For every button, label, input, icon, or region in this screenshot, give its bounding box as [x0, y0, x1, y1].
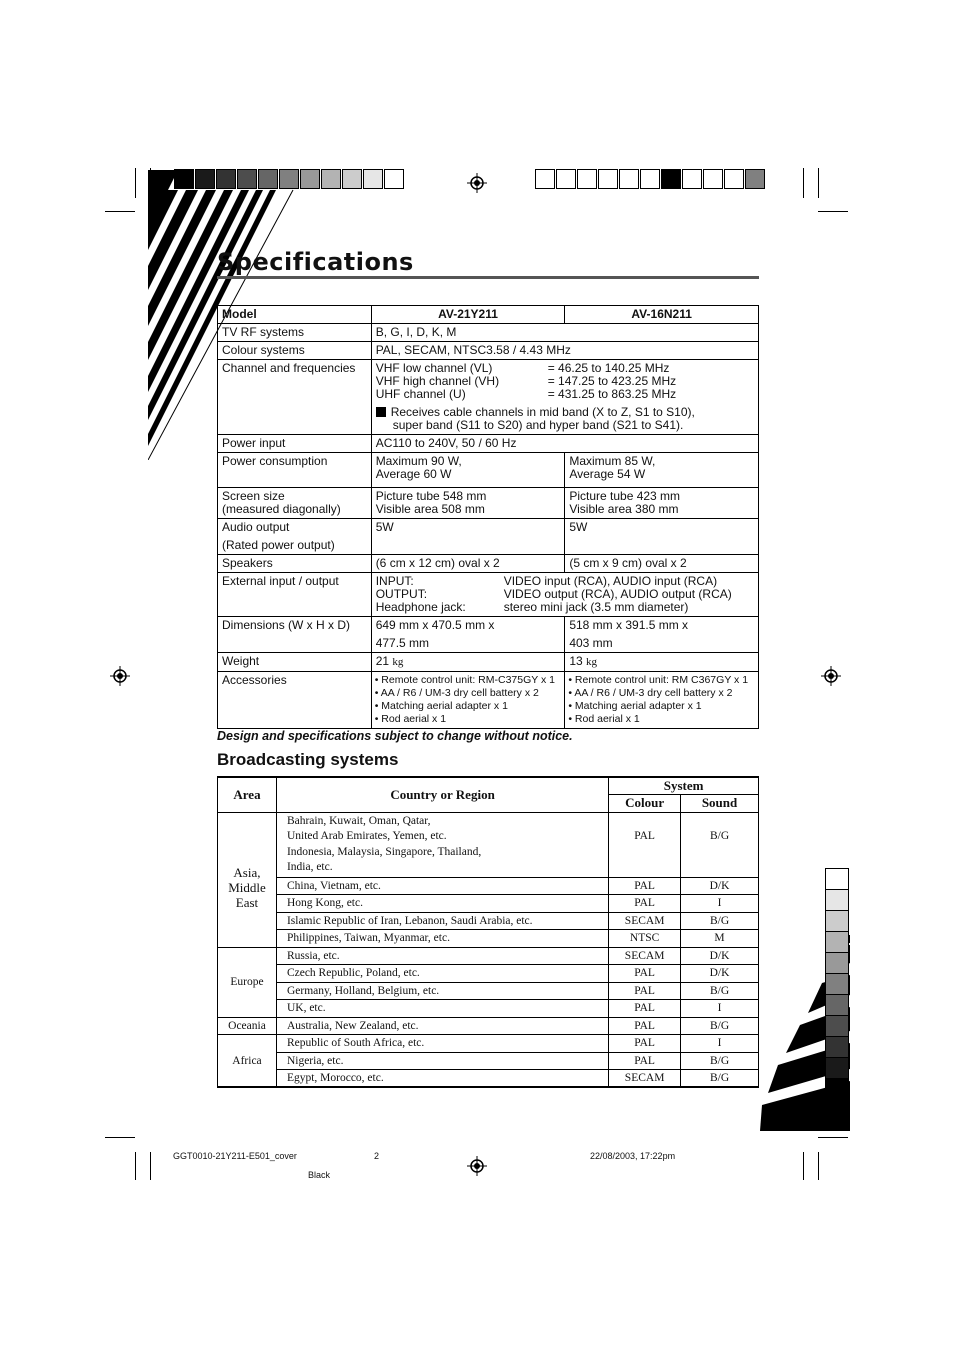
color-swatch — [598, 169, 618, 189]
row-value: B, G, I, D, K, M — [371, 324, 758, 342]
table-row — [218, 488, 759, 519]
colour-cell: SECAM — [609, 1070, 681, 1088]
color-swatch — [556, 169, 576, 189]
colour-cell: PAL — [609, 982, 681, 1000]
registration-mark-icon — [110, 666, 130, 686]
colour-cell: NTSC — [609, 930, 681, 948]
list-item: • Remote control unit: RM-C375GY x 1 — [374, 674, 555, 686]
channel-name: VHF high channel (VH) — [375, 374, 500, 388]
colour-cell: PAL — [609, 1017, 681, 1035]
area-header: Area — [218, 777, 277, 812]
footer-date: 22/08/2003, 17:22pm — [590, 1151, 676, 1161]
color-swatch — [703, 169, 723, 189]
list-item: • AA / R6 / UM-3 dry cell battery x 2 — [568, 687, 733, 699]
table-row — [218, 965, 759, 983]
registration-mark-icon — [821, 666, 841, 686]
area-cell: Oceania — [218, 1017, 277, 1035]
list-item: • Matching aerial adapter x 1 — [568, 700, 702, 712]
row-label: Colour systems — [218, 342, 372, 360]
value-line: 403 mm — [569, 636, 613, 650]
row-value — [371, 573, 758, 617]
row-value: 5W — [371, 519, 565, 555]
color-swatch — [745, 169, 765, 189]
sound-cell: B/G — [681, 1052, 759, 1070]
country-cell: Germany, Holland, Belgium, etc. — [276, 982, 608, 1000]
label-line: Screen size — [222, 489, 285, 503]
value-line: Picture tube 423 mm — [569, 489, 681, 503]
color-swatch — [826, 869, 848, 890]
value-line: Visible area 508 mm — [375, 502, 485, 516]
colour-cell: PAL — [609, 965, 681, 983]
table-row — [218, 895, 759, 913]
row-label: Channel and frequencies — [218, 360, 372, 435]
row-label — [218, 519, 372, 555]
value-line: Picture tube 548 mm — [375, 489, 487, 503]
country-cell: Czech Republic, Poland, etc. — [276, 965, 608, 983]
row-value: PAL, SECAM, NTSC3.58 / 4.43 MHz — [371, 342, 758, 360]
color-swatch — [826, 974, 848, 995]
row-value: 5W — [565, 519, 759, 555]
table-row — [218, 1000, 759, 1018]
row-label: External input / output — [218, 573, 372, 617]
color-swatch — [300, 169, 320, 189]
colour-cell: PAL — [609, 812, 681, 877]
value-line: 649 mm x 470.5 mm x — [375, 618, 495, 632]
channel-value: = 431.25 to 863.25 MHz — [547, 387, 677, 401]
row-label: Speakers — [218, 555, 372, 573]
table-row — [218, 306, 759, 324]
table-row — [218, 1052, 759, 1070]
color-swatch — [724, 169, 744, 189]
io-name: INPUT: — [375, 574, 414, 588]
color-swatch — [577, 169, 597, 189]
sound-cell: D/K — [681, 877, 759, 895]
list-item: • Rod aerial x 1 — [374, 713, 447, 725]
color-swatch — [661, 169, 681, 189]
table-row — [218, 930, 759, 948]
sound-header: Sound — [681, 795, 759, 813]
sound-cell: I — [681, 1035, 759, 1053]
table-row — [218, 324, 759, 342]
row-label: Weight — [218, 653, 372, 672]
list-item: • Rod aerial x 1 — [568, 713, 640, 725]
table-row — [218, 342, 759, 360]
color-bar-right — [535, 169, 766, 189]
label-line: Audio output — [222, 520, 290, 534]
value-line: 518 mm x 391.5 mm x — [569, 618, 689, 632]
broadcasting-table — [217, 776, 759, 1088]
cable-note: super band (S11 to S20) and hyper band (S21 to S41). — [392, 418, 684, 432]
table-row — [218, 360, 759, 435]
color-swatch — [363, 169, 383, 189]
list-item: • AA / R6 / UM-3 dry cell battery x 2 — [374, 687, 539, 699]
registration-mark-icon — [467, 1156, 487, 1176]
label-line: (Rated power output) — [222, 538, 335, 552]
sound-cell: B/G — [681, 982, 759, 1000]
sound-cell: D/K — [681, 947, 759, 965]
label-line: (measured diagonally) — [222, 502, 341, 516]
colour-cell: PAL — [609, 895, 681, 913]
color-swatch — [826, 995, 848, 1016]
row-value: (6 cm x 12 cm) oval x 2 — [371, 555, 565, 573]
colour-cell: PAL — [609, 1035, 681, 1053]
row-value: AC110 to 240V, 50 / 60 Hz — [371, 435, 758, 453]
color-swatch — [826, 890, 848, 911]
row-value — [371, 653, 565, 672]
io-name: OUTPUT: — [375, 587, 428, 601]
table-row — [218, 453, 759, 488]
color-swatch — [640, 169, 660, 189]
country-header: Country or Region — [276, 777, 608, 812]
table-row — [218, 573, 759, 617]
cable-note: Receives cable channels in mid band (X to Z, S1 to S10), — [390, 405, 695, 419]
value-line: Average 54 W — [569, 467, 646, 481]
color-swatch — [682, 169, 702, 189]
row-value — [371, 617, 565, 653]
sound-cell: D/K — [681, 965, 759, 983]
square-bullet-icon — [376, 407, 386, 417]
weight-value: 21 — [375, 654, 390, 668]
value-line: Visible area 380 mm — [569, 502, 679, 516]
footer-filename: GGT0010-21Y211-E501_cover — [173, 1151, 297, 1161]
table-row — [218, 617, 759, 653]
row-value — [565, 653, 759, 672]
country-cell: China, Vietnam, etc. — [276, 877, 608, 895]
model-a-header: AV-21Y211 — [371, 306, 565, 324]
colour-cell: PAL — [609, 1000, 681, 1018]
specifications-table — [217, 305, 759, 729]
country-cell: Islamic Republic of Iran, Lebanon, Saudi Arabia, etc. — [276, 912, 608, 930]
color-swatch — [826, 953, 848, 974]
model-b-header: AV-16N211 — [565, 306, 759, 324]
color-swatch — [826, 911, 848, 932]
footer-page: 2 — [374, 1151, 380, 1161]
row-value — [371, 488, 565, 519]
color-swatch — [384, 169, 404, 189]
weight-unit: kg — [392, 656, 404, 668]
row-value — [371, 453, 565, 488]
grayscale-side-tab — [825, 868, 849, 1101]
country-cell: UK, etc. — [276, 1000, 608, 1018]
model-header: Model — [218, 306, 372, 324]
country-cell: Republic of South Africa, etc. — [276, 1035, 608, 1053]
accessories-list — [565, 672, 759, 729]
row-value — [565, 453, 759, 488]
io-value: stereo mini jack (3.5 mm diameter) — [503, 600, 689, 614]
country-cell: Egypt, Morocco, etc. — [276, 1070, 608, 1088]
value-line: Average 60 W — [375, 467, 452, 481]
sound-cell: B/G — [681, 1070, 759, 1088]
table-row — [218, 555, 759, 573]
country-cell: Nigeria, etc. — [276, 1052, 608, 1070]
row-label: Power consumption — [218, 453, 372, 488]
sound-cell: B/G — [681, 1017, 759, 1035]
table-row — [218, 435, 759, 453]
color-swatch — [826, 1058, 848, 1079]
value-line: 477.5 mm — [375, 636, 430, 650]
table-row — [218, 947, 759, 965]
weight-unit: kg — [586, 656, 598, 668]
sound-cell: I — [681, 1000, 759, 1018]
colour-cell: PAL — [609, 1052, 681, 1070]
value-line: Maximum 90 W, — [375, 454, 462, 468]
table-row — [218, 653, 759, 672]
color-swatch — [826, 1079, 848, 1100]
colour-cell: PAL — [609, 877, 681, 895]
title-rule — [217, 276, 759, 279]
table-row — [218, 982, 759, 1000]
table-header-row — [218, 777, 759, 795]
io-name: Headphone jack: — [375, 600, 466, 614]
sound-cell: B/G — [681, 812, 759, 877]
row-label: Power input — [218, 435, 372, 453]
area-cell: Asia, Middle East — [218, 812, 277, 947]
colour-cell: SECAM — [609, 912, 681, 930]
section-title: Broadcasting systems — [217, 750, 399, 769]
color-swatch — [619, 169, 639, 189]
area-cell: Europe — [218, 947, 277, 1017]
list-item: • Matching aerial adapter x 1 — [374, 700, 508, 712]
colour-header: Colour — [609, 795, 681, 813]
color-swatch — [321, 169, 341, 189]
value-line: Maximum 85 W, — [569, 454, 656, 468]
country-cell: Philippines, Taiwan, Myanmar, etc. — [276, 930, 608, 948]
country-cell: Hong Kong, etc. — [276, 895, 608, 913]
io-value: VIDEO output (RCA), AUDIO output (RCA) — [503, 587, 732, 601]
channel-value: = 147.25 to 423.25 MHz — [547, 374, 677, 388]
table-row — [218, 519, 759, 555]
color-swatch — [826, 1016, 848, 1037]
sound-cell: B/G — [681, 912, 759, 930]
weight-value: 13 — [569, 654, 583, 668]
color-swatch — [535, 169, 555, 189]
country-cell: Australia, New Zealand, etc. — [276, 1017, 608, 1035]
table-row — [218, 672, 759, 729]
channel-name: VHF low channel (VL) — [375, 361, 493, 375]
country-cell: Russia, etc. — [276, 947, 608, 965]
channel-frequencies — [371, 360, 758, 435]
registration-mark-icon — [467, 173, 487, 193]
list-item: • Remote control unit: RM C367GY x 1 — [568, 674, 749, 686]
notice-text: Design and specifications subject to change without notice. — [217, 729, 573, 743]
table-row — [218, 912, 759, 930]
area-cell: Africa — [218, 1035, 277, 1088]
row-label: TV RF systems — [218, 324, 372, 342]
table-row — [218, 1035, 759, 1053]
row-label — [218, 488, 372, 519]
color-swatch — [342, 169, 362, 189]
row-label: Dimensions (W x H x D) — [218, 617, 372, 653]
channel-name: UHF channel (U) — [375, 387, 466, 401]
footer-plate: Black — [308, 1170, 331, 1180]
accessories-list — [371, 672, 565, 729]
table-row — [218, 1017, 759, 1035]
table-row — [218, 812, 759, 877]
sound-cell: I — [681, 895, 759, 913]
colour-cell: SECAM — [609, 947, 681, 965]
row-label: Accessories — [218, 672, 372, 729]
color-swatch — [826, 1037, 848, 1058]
page-title: Specifications — [217, 248, 414, 276]
color-swatch — [826, 932, 848, 953]
sound-cell: M — [681, 930, 759, 948]
table-row — [218, 877, 759, 895]
row-value — [565, 488, 759, 519]
io-value: VIDEO input (RCA), AUDIO input (RCA) — [503, 574, 718, 588]
row-value: (5 cm x 9 cm) oval x 2 — [565, 555, 759, 573]
channel-value: = 46.25 to 140.25 MHz — [547, 361, 670, 375]
row-value — [565, 617, 759, 653]
table-row — [218, 1070, 759, 1088]
system-header: System — [609, 777, 759, 795]
country-cell: Bahrain, Kuwait, Oman, Qatar, United Arab Emirates, Yemen, etc. Indonesia, Malaysia, Singapore, Thailand, India, etc. — [276, 812, 608, 877]
